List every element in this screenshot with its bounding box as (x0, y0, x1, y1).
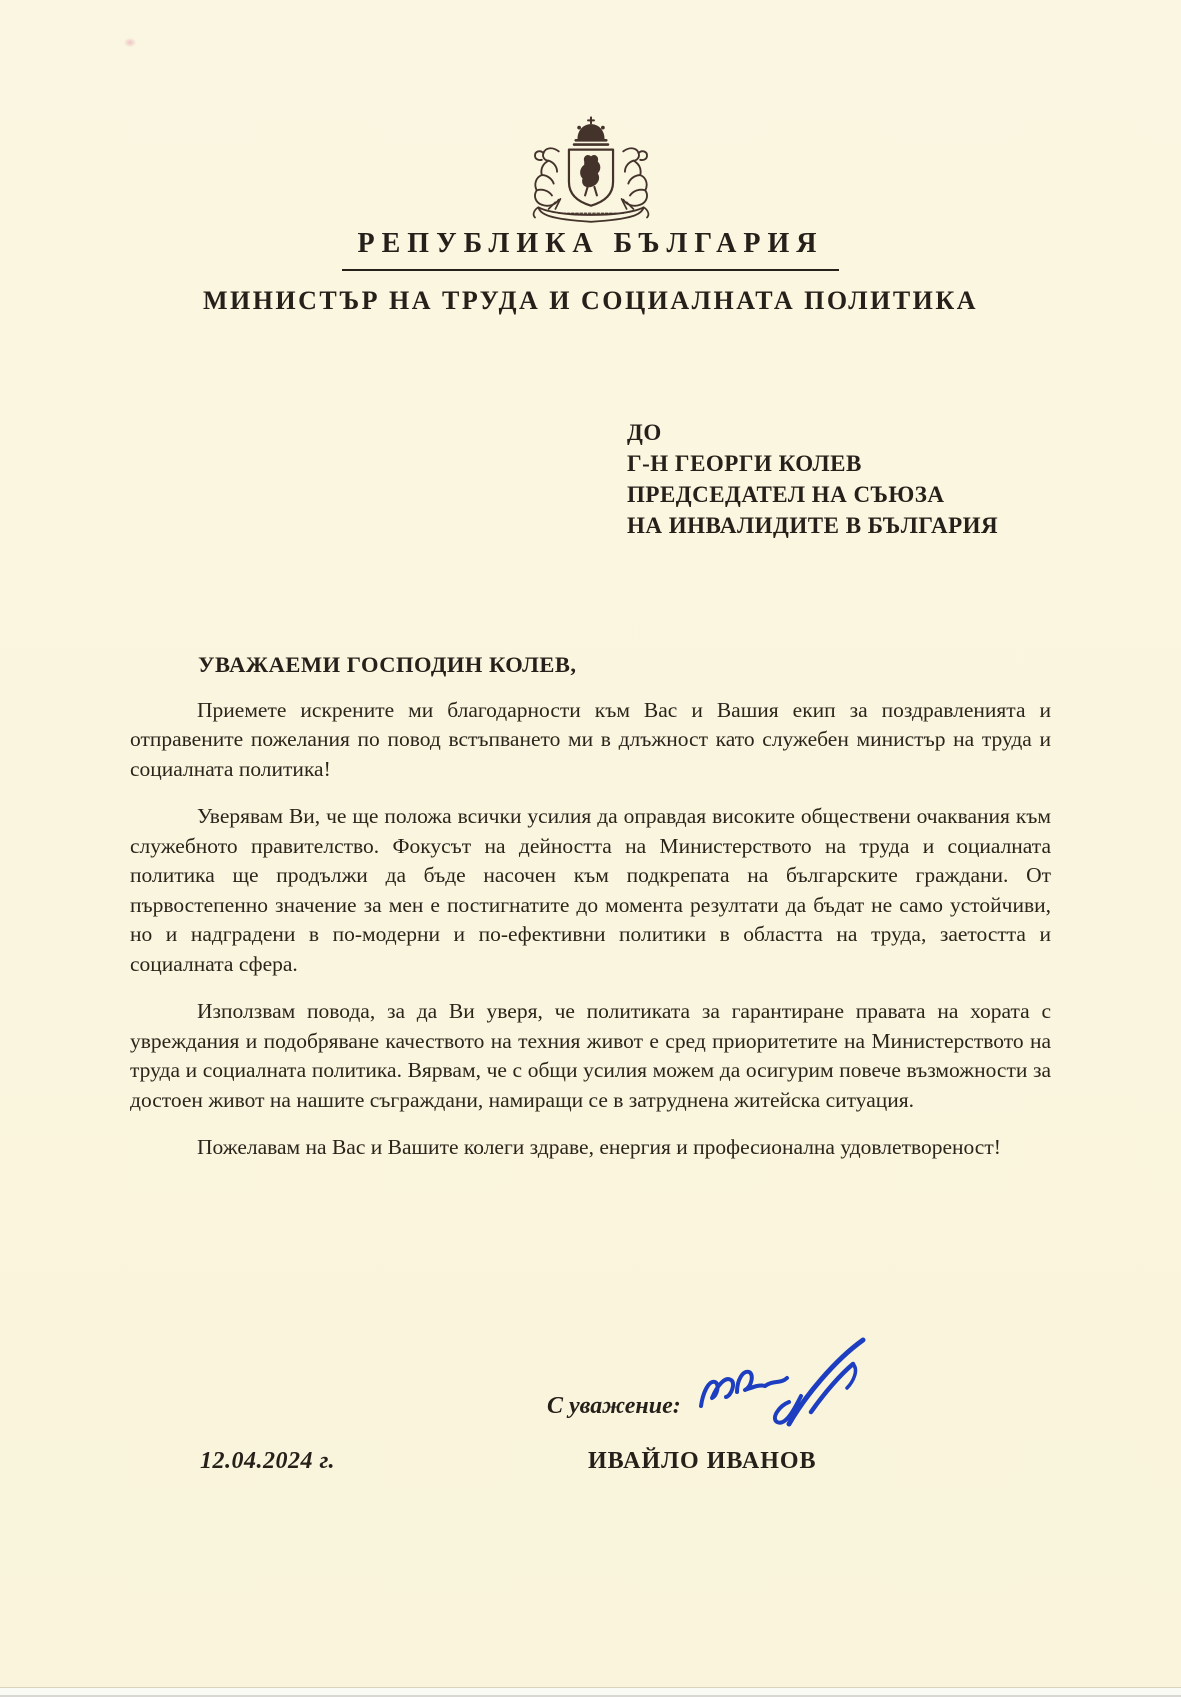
scan-artifact-mark (124, 38, 136, 47)
recipient-line: ДО (627, 420, 662, 445)
letter-paragraph: Приемете искрените ми благодарности към Вас и Вашия екип за поздравленията и отправените пожелания по повод встъпването ми в длъжност като служебен министър на труда и социалната политика! (130, 697, 1051, 781)
recipient-line: ПРЕДСЕДАТЕЛ НА СЪЮЗА (627, 482, 945, 507)
signatory-name: ИВАЙЛО ИВАНОВ (588, 1448, 817, 1474)
handwritten-signature-icon (693, 1334, 883, 1446)
letter-paragraph: Използвам повода, за да Ви уверя, че политиката за гарантиране правата на хората с увреждания и подобряване качеството на техния живот е сред приоритетите на Министерството на труда и социалната политика. Вярвам, че с общи усилия можем да осигурим повече възможности за достоен живот на нашите съграждани, намиращи се в затруднена житейска ситуация. (130, 999, 1051, 1112)
closing-label: С уважение: (547, 1393, 681, 1419)
recipient-address-block (627, 417, 998, 541)
bulgarian-coat-of-arms-icon (506, 114, 676, 226)
lion-supporter-right-icon (621, 148, 646, 209)
scan-edge-strip (0, 1687, 1181, 1697)
lion-supporter-left-icon (535, 148, 560, 209)
letter-paragraph: Уверявам Ви, че ще положа всички усилия да оправдая високите обществени очаквания към служебното правителство. Фокусът на дейността на Министерството на труда и социалната политика ще продължи да бъде насочен към подкрепата на българските граждани. От първостепенно значение за мен е постигнатите до момента резултати да бъдат не само устойчиви, но и надградени в по-модерни и по-ефективни политики в областта на труда, заетостта и социалната сфера. (130, 804, 1051, 976)
letter-paragraph: Пожелавам на Вас и Вашите колеги здраве, енергия и професионална удовлетвореност! (197, 1135, 1001, 1159)
salutation: УВАЖАЕМИ ГОСПОДИН КОЛЕВ, (198, 652, 577, 677)
motto-banner-icon (533, 207, 648, 221)
republic-title (0, 228, 1181, 271)
republic-title-text: РЕПУБЛИКА БЪЛГАРИЯ (342, 228, 840, 271)
letter-body (130, 650, 1051, 1181)
recipient-line: НА ИНВАЛИДИТЕ В БЪЛГАРИЯ (627, 513, 999, 538)
shield-icon (568, 150, 612, 206)
crown-icon (574, 117, 608, 144)
recipient-line: Г-Н ГЕОРГИ КОЛЕВ (627, 451, 862, 476)
ministry-title: МИНИСТЪР НА ТРУДА И СОЦИАЛНАТА ПОЛИТИКА (202, 286, 979, 315)
letter-date: 12.04.2024 г. (200, 1448, 336, 1474)
